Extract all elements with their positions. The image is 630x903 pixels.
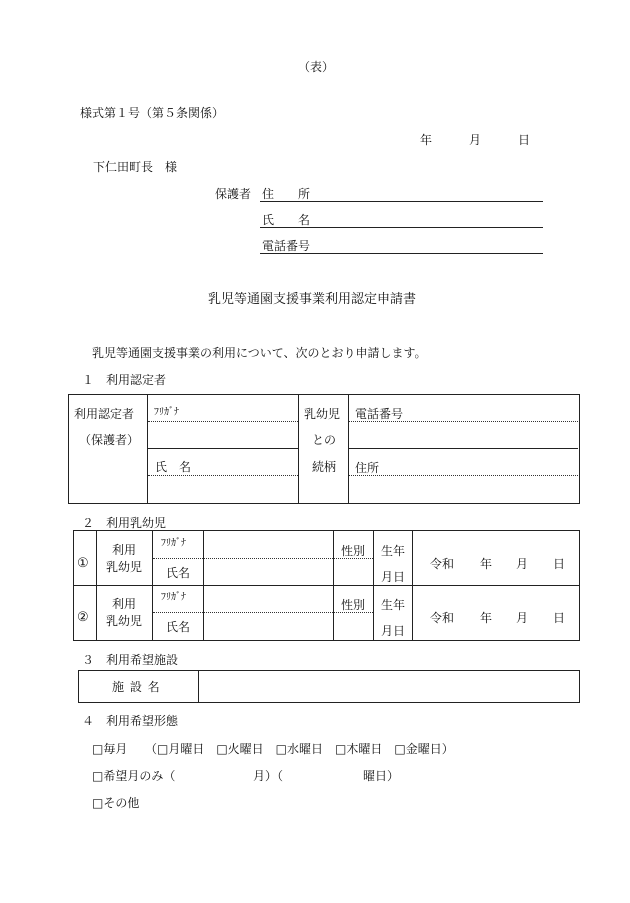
relation-label-1: 乳幼児 bbox=[304, 407, 341, 421]
desired-weekday-suffix: 曜日） bbox=[363, 769, 400, 783]
section1-heading: １ 利用認定者 bbox=[82, 373, 167, 387]
child2-month: 月 bbox=[516, 611, 529, 625]
guardian-phone-label: 電話番号 bbox=[262, 239, 311, 253]
form-number: 様式第１号（第５条関係） bbox=[80, 106, 225, 120]
child1-label-2: 乳幼児 bbox=[106, 560, 143, 574]
guardian-label: 保護者 bbox=[215, 187, 252, 201]
desired-month-suffix: 月）（ bbox=[253, 769, 284, 783]
child2-gender-label: 性別 bbox=[341, 598, 366, 612]
child1-day: 日 bbox=[553, 557, 566, 571]
child2-number: ② bbox=[77, 610, 89, 625]
desired-month-option[interactable]: □希望月のみ（ bbox=[92, 769, 176, 783]
child1-number: ① bbox=[77, 556, 89, 571]
date-month: 月 bbox=[469, 133, 482, 147]
section4-heading: ４ 利用希望形態 bbox=[82, 714, 179, 728]
child1-label-1: 利用 bbox=[112, 543, 137, 557]
guardian-address-line[interactable] bbox=[260, 201, 543, 202]
intro-text: 乳児等通園支援事業の利用について、次のとおり申請します。 bbox=[92, 346, 427, 360]
child2-name-label: 氏名 bbox=[166, 620, 191, 634]
facility-input-area[interactable] bbox=[202, 674, 574, 698]
relation-label-3: 続柄 bbox=[312, 460, 337, 474]
applicant-phone-label: 電話番号 bbox=[355, 407, 404, 421]
child1-month: 月 bbox=[516, 557, 529, 571]
child1-gender-label: 性別 bbox=[341, 544, 366, 558]
child2-label-1: 利用 bbox=[112, 597, 137, 611]
applicant-furigana-label: ﾌﾘｶﾞﾅ bbox=[154, 407, 179, 418]
child1-name-label: 氏名 bbox=[166, 566, 191, 580]
section3-heading: ３ 利用希望施設 bbox=[82, 653, 179, 667]
relation-label-2: との bbox=[312, 433, 337, 447]
weekday-options[interactable]: （□月曜日 □火曜日 □水曜日 □木曜日 □金曜日） bbox=[145, 742, 454, 756]
applicant-label-1: 利用認定者 bbox=[74, 407, 135, 421]
child2-furigana-label: ﾌﾘｶﾞﾅ bbox=[161, 592, 186, 603]
date-year: 年 bbox=[420, 133, 433, 147]
child2-label-2: 乳幼児 bbox=[106, 614, 143, 628]
facility-label: 施 設 名 bbox=[112, 680, 161, 694]
child1-era: 令和 bbox=[430, 557, 455, 571]
guardian-address-label: 住 所 bbox=[262, 187, 311, 201]
child1-furigana-label: ﾌﾘｶﾞﾅ bbox=[161, 538, 186, 549]
child2-year: 年 bbox=[480, 611, 493, 625]
applicant-label-2: （保護者） bbox=[79, 433, 140, 447]
date-day: 日 bbox=[518, 133, 531, 147]
applicant-name-label: 氏 名 bbox=[155, 460, 192, 474]
child2-day: 日 bbox=[553, 611, 566, 625]
addressee: 下仁田町長 様 bbox=[93, 160, 178, 174]
section2-heading: ２ 利用乳幼児 bbox=[82, 516, 167, 530]
monthly-option[interactable]: □毎月 bbox=[92, 742, 128, 756]
other-option[interactable]: □その他 bbox=[92, 796, 140, 810]
child1-year: 年 bbox=[480, 557, 493, 571]
guardian-name-label: 氏 名 bbox=[262, 213, 311, 227]
child2-birth-label-2: 月日 bbox=[381, 624, 406, 638]
guardian-phone-line[interactable] bbox=[260, 253, 543, 254]
child2-era: 令和 bbox=[430, 611, 455, 625]
child1-birth-label-1: 生年 bbox=[381, 544, 406, 558]
child2-birth-label-1: 生年 bbox=[381, 598, 406, 612]
applicant-address-label: 住所 bbox=[355, 461, 380, 475]
document-title: 乳児等通園支援事業利用認定申請書 bbox=[208, 292, 417, 307]
side-label: （表） bbox=[298, 60, 335, 74]
child1-birth-label-2: 月日 bbox=[381, 570, 406, 584]
guardian-name-line[interactable] bbox=[260, 227, 543, 228]
